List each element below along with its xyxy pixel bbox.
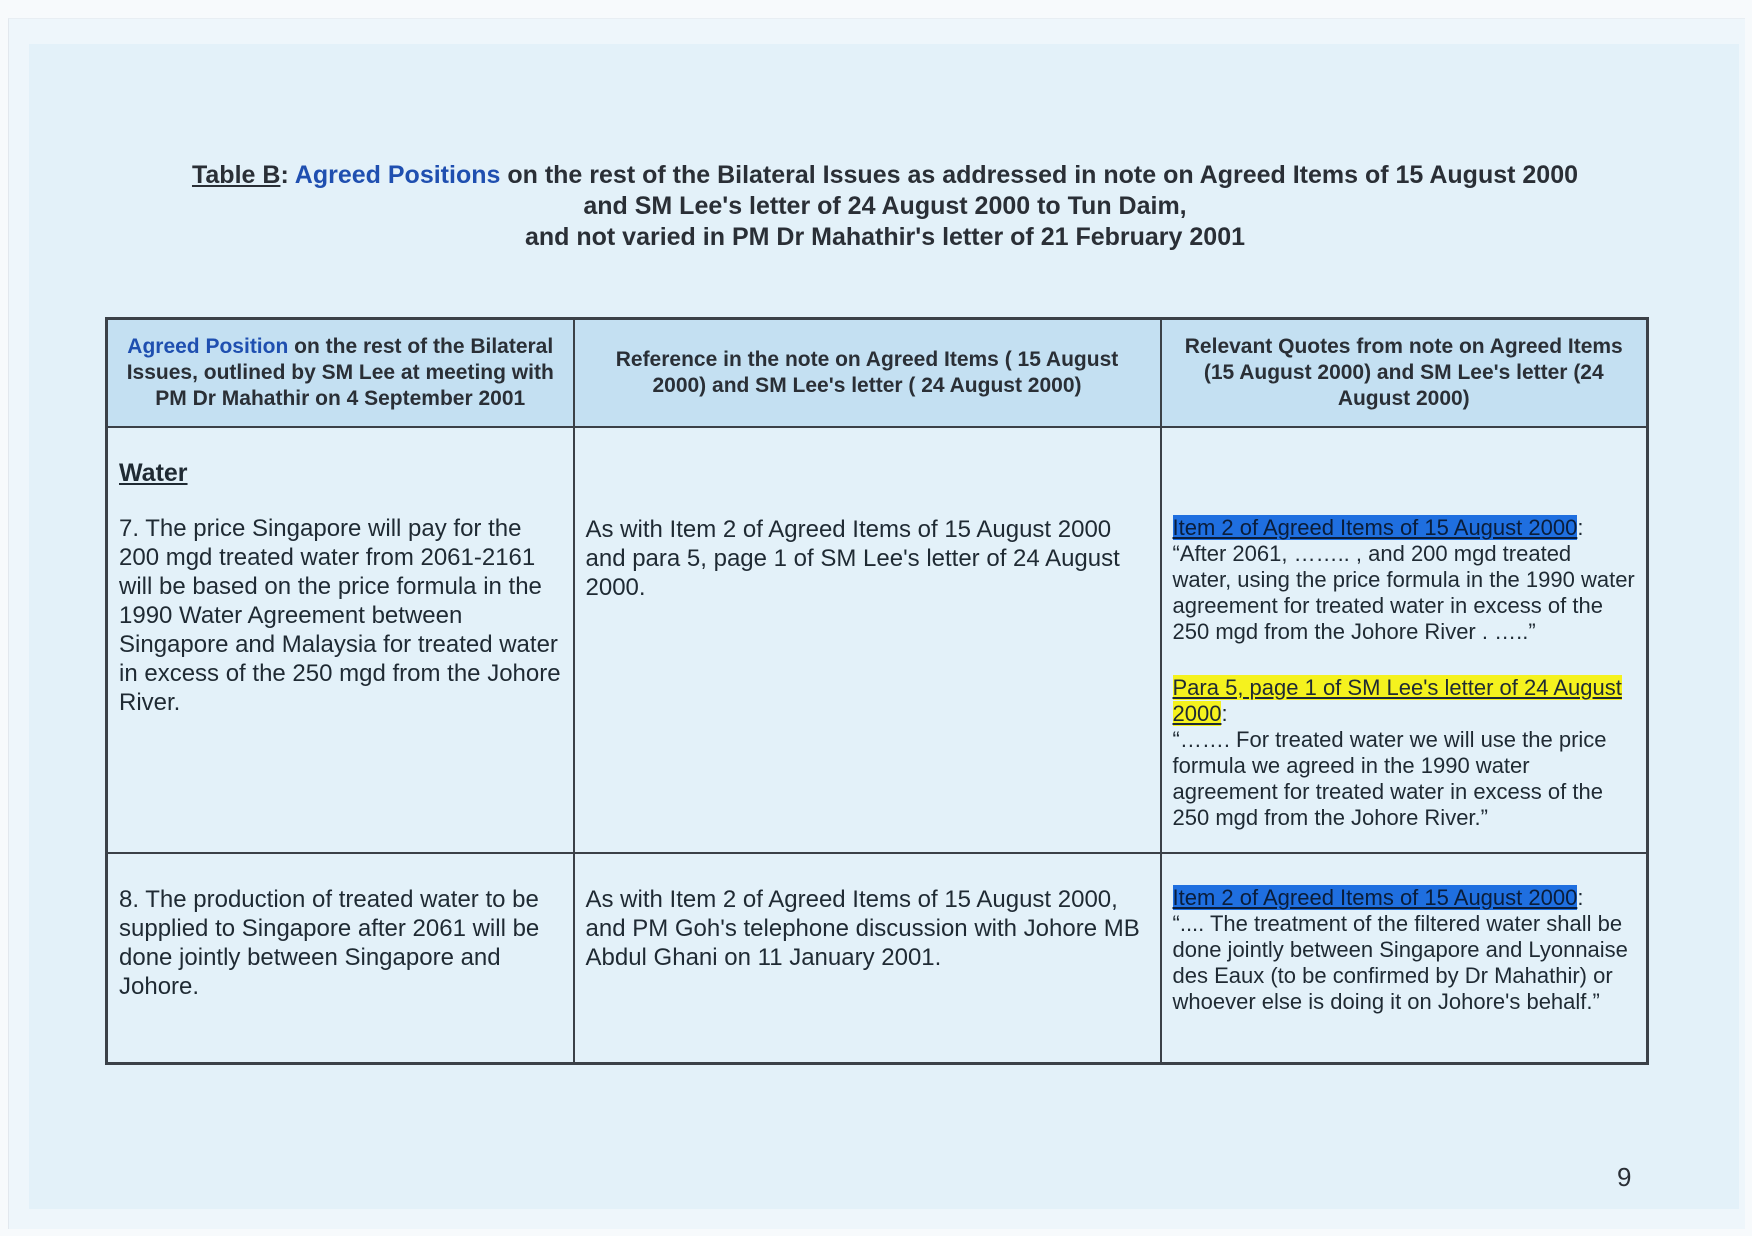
row2-position-cell xyxy=(107,853,574,1064)
row1-quote-1-suffix: : xyxy=(1577,515,1584,540)
table-header-row xyxy=(107,319,1648,428)
document-title xyxy=(105,160,1665,253)
title-line-3: and not varied in PM Dr Mahathir's letter of 21 February 2001 xyxy=(524,223,1246,251)
row2-reference-text: As with Item 2 of Agreed Items of 15 August 2000, and PM Goh's telephone discussion with Johore MB Abdul Ghani on 11 January 2001. xyxy=(585,886,1140,971)
title-emphasis: Agreed Positions xyxy=(294,161,501,189)
spacer xyxy=(1173,645,1636,675)
row1-quote-1-label: Item 2 of Agreed Items of 15 August 2000 xyxy=(1172,515,1578,540)
title-line-1 xyxy=(105,160,1665,191)
header-agreed-position xyxy=(107,319,574,428)
header-agreed-position-rest: on the rest of the Bilateral Issues, outlined by SM Lee at meeting with PM Dr Mahathir on 4 September 2001 xyxy=(126,335,554,410)
row2-quotes-cell xyxy=(1161,853,1648,1064)
row1-position-text: 7. The price Singapore will pay for the 200 mgd treated water from 2061-2161 will be based on the price formula in the 1990 Water Agreement between Singapore and Malaysia for treated water in excess of the 250 mgd from the Johore River. xyxy=(119,515,561,716)
title-label: Table B xyxy=(191,161,281,189)
row1-quote-2-suffix: : xyxy=(1221,701,1228,726)
title-colon: : xyxy=(280,161,289,189)
row1-quote-2-label: Para 5, page 1 of SM Lee's letter of 24 August 2000 xyxy=(1172,675,1622,726)
row1-quote-1 xyxy=(1173,515,1636,541)
title-line-2: and SM Lee's letter of 24 August 2000 to Tun Daim, xyxy=(583,192,1187,220)
section-heading-water: Water xyxy=(119,459,188,487)
header-reference: Reference in the note on Agreed Items ( 15 August 2000) and SM Lee's letter ( 24 August 2000) xyxy=(574,319,1161,428)
row1-position-cell xyxy=(107,427,574,853)
row1-quote-2 xyxy=(1173,675,1636,727)
row2-quote-1-label: Item 2 of Agreed Items of 15 August 2000 xyxy=(1172,885,1578,910)
row1-quote-2-text: “……. For treated water we will use the price formula we agreed in the 1990 water agreement for treated water in excess of the 250 mgd from the Johore River.” xyxy=(1172,727,1607,830)
page-number: 9 xyxy=(1617,1162,1632,1192)
table-row xyxy=(107,853,1648,1064)
row1-reference-cell xyxy=(574,427,1161,853)
title-line-1-rest: on the rest of the Bilateral Issues as addressed in note on Agreed Items of 15 August 2000 xyxy=(507,161,1579,189)
row2-quote-1-suffix: : xyxy=(1577,885,1584,910)
row2-reference-cell xyxy=(574,853,1161,1064)
row1-quote-1-text: “After 2061, …….. , and 200 mgd treated water, using the price formula in the 1990 water agreement for treated water in excess of the 250 mgd from the Johore River . …..” xyxy=(1172,541,1635,644)
row1-quotes-cell xyxy=(1161,427,1648,853)
row2-position-text: 8. The production of treated water to be supplied to Singapore after 2061 will be done jointly between Singapore and Johore. xyxy=(119,886,540,1000)
row1-reference-text: As with Item 2 of Agreed Items of 15 August 2000 and para 5, page 1 of SM Lee's letter of 24 August 2000. xyxy=(585,516,1120,601)
agreed-positions-table xyxy=(105,317,1649,1065)
header-agreed-position-emphasis: Agreed Position xyxy=(127,335,289,358)
row2-quote-1-text: “.... The treatment of the filtered water shall be done jointly between Singapore and Lyonnaise des Eaux (to be confirmed by Dr Mahathir) or whoever else is doing it on Johore's behalf.” xyxy=(1172,911,1628,1014)
header-relevant-quotes: Relevant Quotes from note on Agreed Items (15 August 2000) and SM Lee's letter (24 August 2000) xyxy=(1161,319,1648,428)
table-row xyxy=(107,427,1648,853)
row2-quote-1 xyxy=(1173,885,1636,911)
